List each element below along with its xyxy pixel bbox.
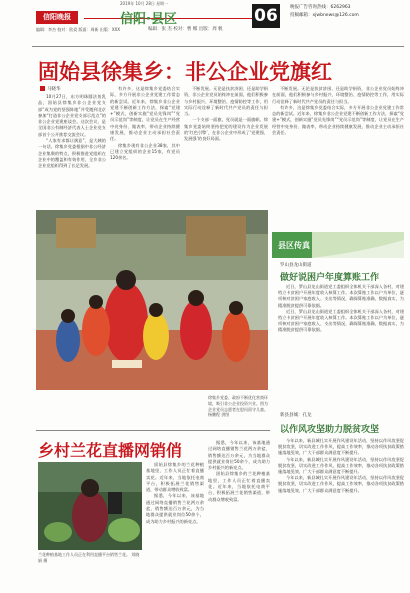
dateline: 2019年 10月 28日 星期一 <box>120 1 169 6</box>
page-number: 06 <box>252 4 280 28</box>
sidebar-banner <box>272 232 404 258</box>
brand-sub: 编辑：李杰 校对：欧爱 版面：周新 出版：XXX <box>36 27 121 32</box>
section-rule <box>36 430 270 431</box>
page-header <box>36 5 402 42</box>
bottom-photo <box>38 462 142 550</box>
brand-logo: 信阳晚报 <box>36 11 78 24</box>
author-name: 马晓华 <box>47 87 61 92</box>
paragraph: 10月27日，东方明珠圆法鱼乳品，固始县徐集乡非公企业党支部“成为党的坚强阵地”并受邀到北京参加“打造非公企业党支部示范点”的非公企业党建座谈会。这次会议，是全国非公有制经济代表人士企业党支部首个公开推荐交流会议。 <box>38 94 106 137</box>
article-column-4 <box>272 86 404 226</box>
bottom-headline: 乡村兰花直播网销俏 <box>38 441 183 460</box>
contact-info <box>290 4 359 20</box>
bottom-column-2 <box>208 440 270 586</box>
sidebar-body-2 <box>278 438 404 588</box>
photo-caption: 徐集乡党委、政府不断优化营商环境，吸引非公企业投资兴业。图为企业党员志愿者在慰问留守儿童。 杨鹏程 供图 <box>208 395 268 418</box>
byline <box>40 86 61 92</box>
main-headline: 固始县徐集乡：非公企业党旗红 <box>38 59 332 84</box>
photo-illustration <box>36 210 268 390</box>
bottom-photo-caption: 兰花种植基地工作人员正在利用直播平台销售兰花。 刘晓娟 摄 <box>38 552 140 563</box>
paragraph: 据悉，今年以来，该基地通过网络直播销售兰花两万余盆，销售额达百万余元，为当地群众提供就业岗位50余个，成为助力乡村振兴的新亮点。 <box>146 493 204 524</box>
paragraph: 近日，罗山县龙山街道党工委组织全体机关干部深入各村，对建档立卡贫困户开展年度收入核算工作。本次算账工作以户为单位，逐项核对贫困户家庭收入、支出等情况，确保算账准确、数据真实，为精准脱贫提供可靠依据。 <box>278 284 404 308</box>
ad-hotline: 晚报广告咨询热线：6262963 <box>290 5 351 10</box>
paragraph: 近日，罗山县龙山街道党工委组织全体机关干部深入各村，对建档立卡贫困户开展年度收入核算工作。本次算账工作以户为单位，逐项核对贫困户家庭收入、支出等情况，确保算账准确、数据真实，为精准脱贫提供可靠依据。 <box>278 308 404 333</box>
header-divider <box>84 18 274 19</box>
sidebar-body-1 <box>278 284 404 406</box>
paragraph: 今年以来，新县城扎实开展作风建设年活动，坚持以作风攻坚促脱贫攻坚，切实改进工作作风，提高工作效率，推动各项扶贫政策措施落地见效，广大干部群众满意度不断提升。 <box>278 475 404 493</box>
sidebar-title-2: 以作风攻坚助力脱贫攻坚 <box>280 425 380 435</box>
paragraph: 据悉，今年以来，该基地通过网络直播销售兰花两万余盆，销售额达百万余元，为当地群众提供就业岗位50余个，成为助力乡村振兴的新亮点。 <box>208 440 270 471</box>
paragraph: 不断发展。无论是扶贫济困、还是助学捐资，非公企业党员始终冲在前面，他们积极参与乡村振兴、环境整治、疫情防控等工作，用实际行动诠释了新时代共产党员的责任与担当。 <box>272 86 404 104</box>
paragraph: 今年以来，新县城扎实开展作风建设年活动，坚持以作风攻坚促脱贫攻坚，切实改进工作作风，提高工作效率，推动各项扶贫政策措施落地见效，广大干部群众满意度不断提升。 <box>278 438 404 456</box>
sidebar-place-1: 罗山县龙山街道 <box>280 263 312 268</box>
paragraph: “人家有求都让满意”，是大姨的一句话。徐集乡党委根据中非公经济企业集聚的特点，积极推进党组织在企业中的覆盖和有效作用，全乡非公企业党组织得到了长足发展。 <box>38 138 106 169</box>
paragraph: 固始县徐集乡的兰花种植基地里，工作人员正忙着直播卖花。近年来，当地依托电商平台，积极拓展兰花销售渠道，带动群众增收致富。 <box>146 462 204 493</box>
submission-email: 投稿邮箱：xjwbnews@126.com <box>290 13 359 18</box>
bottom-photo-illustration <box>38 462 142 550</box>
article-column-3 <box>184 86 268 208</box>
paragraph: 不断发展。无论是扶贫济困、还是助学捐资，非公企业党员始终冲在前面，他们积极参与乡村振兴、环境整治、疫情防控等工作，用实际行动诠释了新时代共产党员的责任与担当。 <box>184 86 268 117</box>
header-rule <box>32 46 404 47</box>
paragraph: 有许多，这是徐集乡党委结合实际，多方开展非公企业党建工作常态的新尝试。近年来，徐集乡非公企业党建不断创新工作方法，探索“党建+”模式，创新实施“党员先锋岗”“党员示范岗”等制度，让党员在生产经营中亮身份、做表率，带动企业持续健康发展，推动企业主动承担社会责任。 <box>110 86 180 142</box>
section-title: 信阳·县区 <box>120 12 177 27</box>
sidebar-title-1: 做好说困户年度算账工作 <box>280 273 380 283</box>
sidebar-column-label: 县区传真 <box>278 241 310 250</box>
paragraph: 有许多，这是徐集乡党委结合实际，多方开展非公企业党建工作常态的新尝试。近年来，徐集乡非公企业党建不断创新工作方法，探索“党建+”模式，创新实施“党员先锋岗”“党员示范岗”等制度，让党员在生产经营中亮身份、做表率，带动企业持续健康发展，推动企业主动承担社会责任。 <box>272 104 404 136</box>
paragraph: 今年以来，新县城扎实开展作风建设年活动，坚持以作风攻坚促脱贫攻坚，切实改进工作作风，提高工作效率，推动各项扶贫政策措施落地见效，广大干部群众满意度不断提升。 <box>278 456 404 475</box>
section-credits: 编辑：张 杰 校对：曹 娜 出版：周 帆 <box>148 27 223 32</box>
sidebar-place-2: 新县县城：孔龙 <box>280 413 312 418</box>
article-column-2 <box>110 86 180 208</box>
news-photo <box>36 210 268 390</box>
paragraph: 徐集乡现有非公企业38家，其中已建立党组织的企业15家，有党员120余名。 <box>110 142 180 161</box>
paragraph: 一个支部一面旗，党员就是一面旗帜。徐集乡党委始终坚持把党的建设作为企业发展的‘红色引擎’，在非公企业中形成了‘党建强、发展强’的良好局面。 <box>184 117 268 142</box>
author-icon <box>40 86 45 91</box>
article-column-1 <box>38 94 106 206</box>
bottom-column-1 <box>146 462 204 586</box>
paragraph: 固始县徐集乡的兰花种植基地里，工作人员正忙着直播卖花。近年来，当地依托电商平台，积极拓展兰花销售渠道，带动群众增收致富。 <box>208 471 270 502</box>
